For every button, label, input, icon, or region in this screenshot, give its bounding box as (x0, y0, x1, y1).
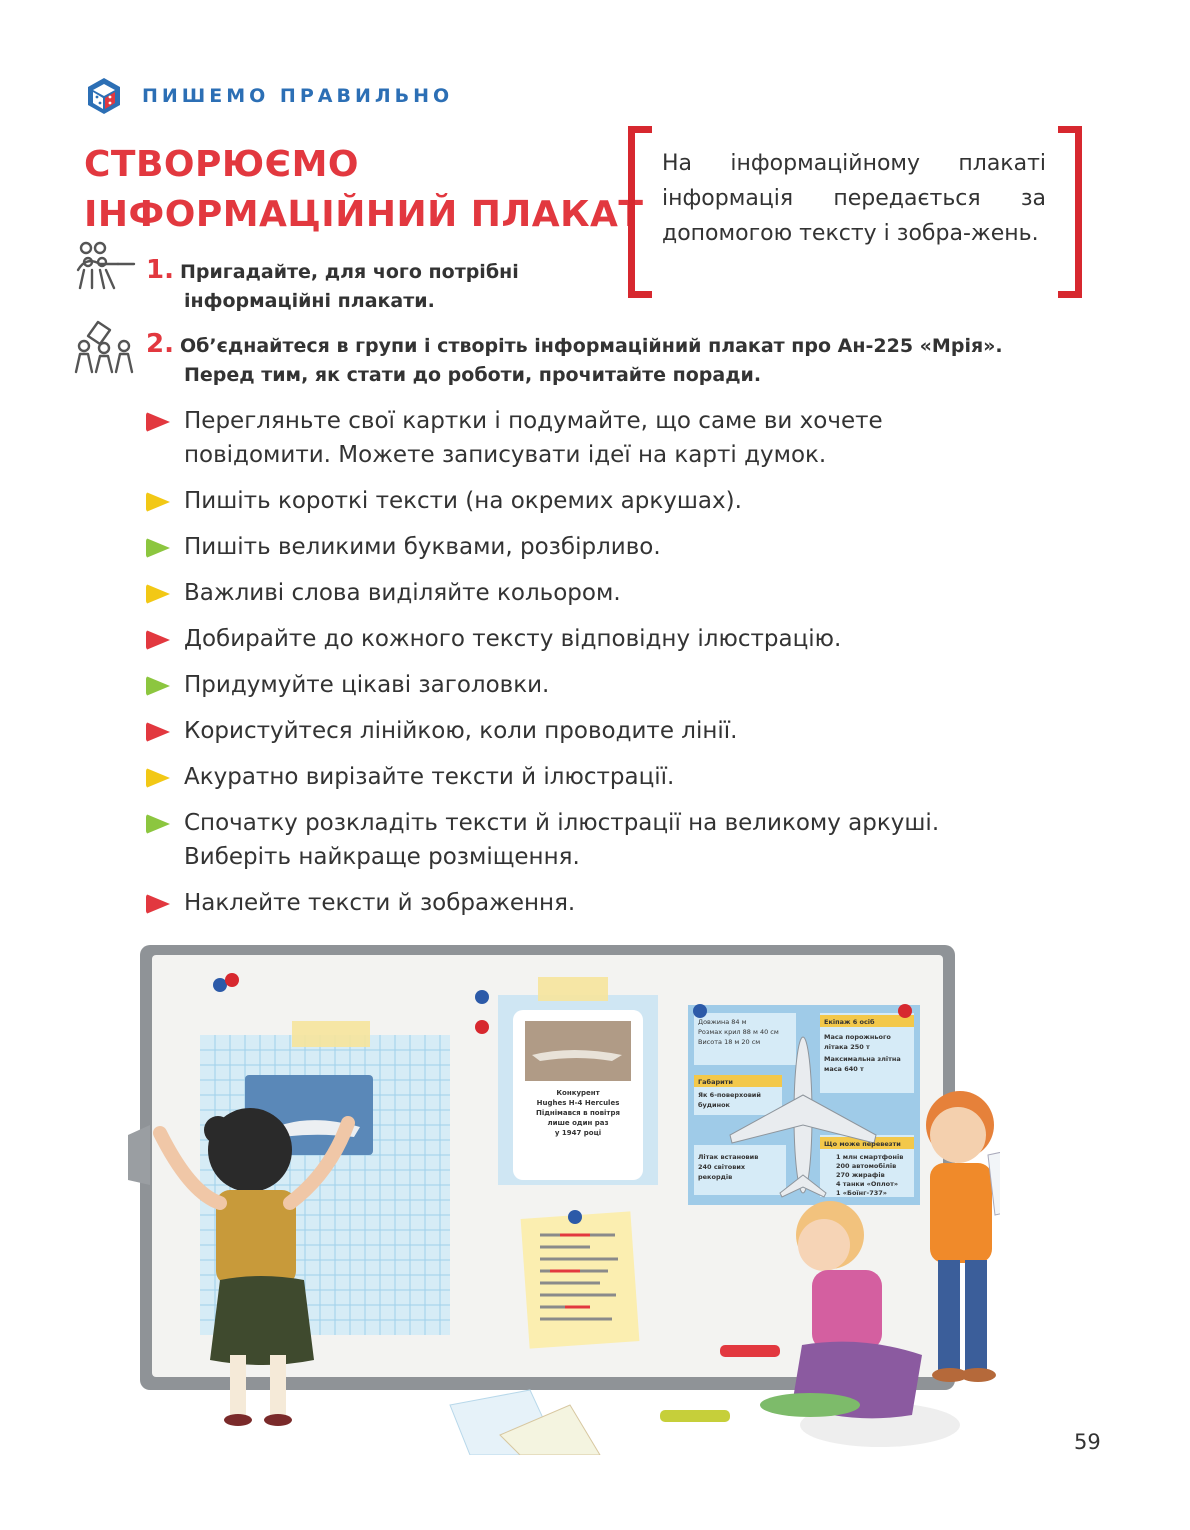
yellow-arrow-bullet-icon (146, 492, 170, 512)
tip-text: Наклейте тексти й зображення. (184, 890, 576, 916)
crew-text-1: Маса порожнього (824, 1033, 891, 1041)
task-1-line1: Пригадайте, для чого потрібні (179, 261, 519, 283)
card-caption-1: Конкурент (556, 1089, 600, 1097)
card-caption-4: лише один раз (547, 1119, 609, 1127)
blue-pin-icon (475, 990, 489, 1004)
red-pin-icon (898, 1004, 912, 1018)
tips-list (146, 404, 1026, 932)
carry-item-2: 200 автомобілів (836, 1162, 897, 1170)
task-1-number: 1. (146, 255, 174, 285)
task-1 (146, 256, 586, 316)
tip-text: Важливі слова виділяйте кольором. (184, 580, 621, 606)
task-2-number: 2. (146, 329, 174, 359)
size-title: Габарити (698, 1078, 733, 1086)
tip-item (146, 760, 1026, 794)
task-1-line2: інформаційні плакати. (184, 290, 435, 312)
blue-pin-icon (568, 1210, 582, 1224)
size-text-2: будинок (698, 1101, 730, 1109)
carry-item-3: 270 жирафів (836, 1171, 885, 1179)
crew-text-3: Максимальна злітна (824, 1055, 901, 1063)
title-line-1: СТВОРЮЄМО (84, 144, 360, 185)
tip-item (146, 886, 1026, 920)
bracket-left (628, 126, 652, 298)
red-arrow-bullet-icon (146, 412, 170, 432)
carry-item-5: 1 «Боїнг-737» (836, 1189, 887, 1197)
dims-line-3: Висота 18 м 20 см (698, 1038, 761, 1046)
red-arrow-bullet-icon (146, 630, 170, 650)
crew-title: Екіпаж 6 осіб (824, 1018, 875, 1026)
yellow-arrow-bullet-icon (146, 584, 170, 604)
tip-item (146, 484, 1026, 518)
carry-item-1: 1 млн смартфонів (836, 1153, 904, 1161)
card-caption-3: Піднімався в повітря (535, 1109, 621, 1117)
marker-icon (660, 1410, 730, 1422)
tip-text: Користуйтеся лінійкою, коли проводите лінії. (184, 718, 738, 744)
group-discussion-icon (74, 240, 138, 292)
bracket-right (1058, 126, 1082, 298)
tip-item (146, 530, 1026, 564)
crew-text-2: літака 250 т (824, 1043, 870, 1051)
crew-text-4: маса 640 т (824, 1065, 864, 1073)
blue-pin-icon (693, 1004, 707, 1018)
section-header (84, 76, 453, 116)
blue-pin-icon (213, 978, 227, 992)
tip-text: Пишіть короткі тексти (на окремих аркушах). (184, 488, 742, 514)
tip-text: Акуратно вирізайте тексти й ілюстрації. (184, 764, 675, 790)
dims-line-1: Довжина 84 м (698, 1018, 747, 1026)
tip-text: Спочатку розкладіть тексти й ілюстрації на великому аркуші. Виберіть найкраще розміщення. (184, 810, 940, 870)
red-pin-icon (225, 973, 239, 987)
dice-cube-icon (84, 76, 124, 116)
page-title (84, 140, 643, 240)
tip-text: Перегляньте свої картки і подумайте, що саме ви хочете повідомити. Можете записувати ідеї на карті думок. (184, 408, 883, 468)
tip-text: Придумуйте цікаві заголовки. (184, 672, 550, 698)
records-1: Літак встановив (698, 1153, 759, 1161)
tip-item (146, 668, 1026, 702)
aircraft-info-poster (688, 1005, 920, 1205)
carry-title: Що може перевезти (824, 1140, 901, 1148)
yellow-arrow-bullet-icon (146, 768, 170, 788)
size-text-1: Як 6-поверховий (698, 1091, 761, 1099)
tip-item (146, 806, 940, 874)
section-label: ПИШЕМО ПРАВИЛЬНО (142, 85, 454, 107)
card-caption-2: Hughes H-4 Hercules (536, 1099, 620, 1107)
tip-item (146, 576, 1026, 610)
group-work-icon (74, 318, 136, 376)
notes-sheet (521, 1210, 640, 1349)
title-line-2: ІНФОРМАЦІЙНИЙ ПЛАКАТ (84, 194, 644, 235)
whiteboard-illustration (120, 935, 1000, 1455)
tip-text: Пишіть великими буквами, розбірливо. (184, 534, 661, 560)
records-3: рекордів (698, 1173, 733, 1181)
definition-note (628, 126, 1082, 298)
green-arrow-bullet-icon (146, 814, 170, 834)
records-2: 240 світових (698, 1163, 746, 1171)
tip-item (146, 404, 1026, 472)
task-2 (146, 330, 1076, 390)
carry-item-4: 4 танки «Оплот» (836, 1180, 899, 1188)
red-arrow-bullet-icon (146, 722, 170, 742)
red-pin-icon (475, 1020, 489, 1034)
green-arrow-bullet-icon (146, 676, 170, 696)
marker-icon (720, 1345, 780, 1357)
tip-text: Добирайте до кожного тексту відповідну ілюстрацію. (184, 626, 842, 652)
dims-line-2: Розмах крил 88 м 40 см (698, 1028, 779, 1036)
page-number: 59 (1074, 1430, 1101, 1454)
note-text: На інформаційному плакаті інформація передається за допомогою тексту і зобра-жень. (662, 151, 1046, 246)
red-arrow-bullet-icon (146, 894, 170, 914)
green-arrow-bullet-icon (146, 538, 170, 558)
task-2-line2: Перед тим, як стати до роботи, прочитайте поради. (184, 364, 762, 386)
task-2-line1: Об’єднайтеся в групи і створіть інформаційний плакат про Ан-225 «Мрія». (179, 335, 1003, 357)
tip-item (146, 714, 1026, 748)
competitor-card (498, 977, 658, 1185)
card-caption-5: у 1947 році (554, 1129, 602, 1137)
tip-item (146, 622, 1026, 656)
